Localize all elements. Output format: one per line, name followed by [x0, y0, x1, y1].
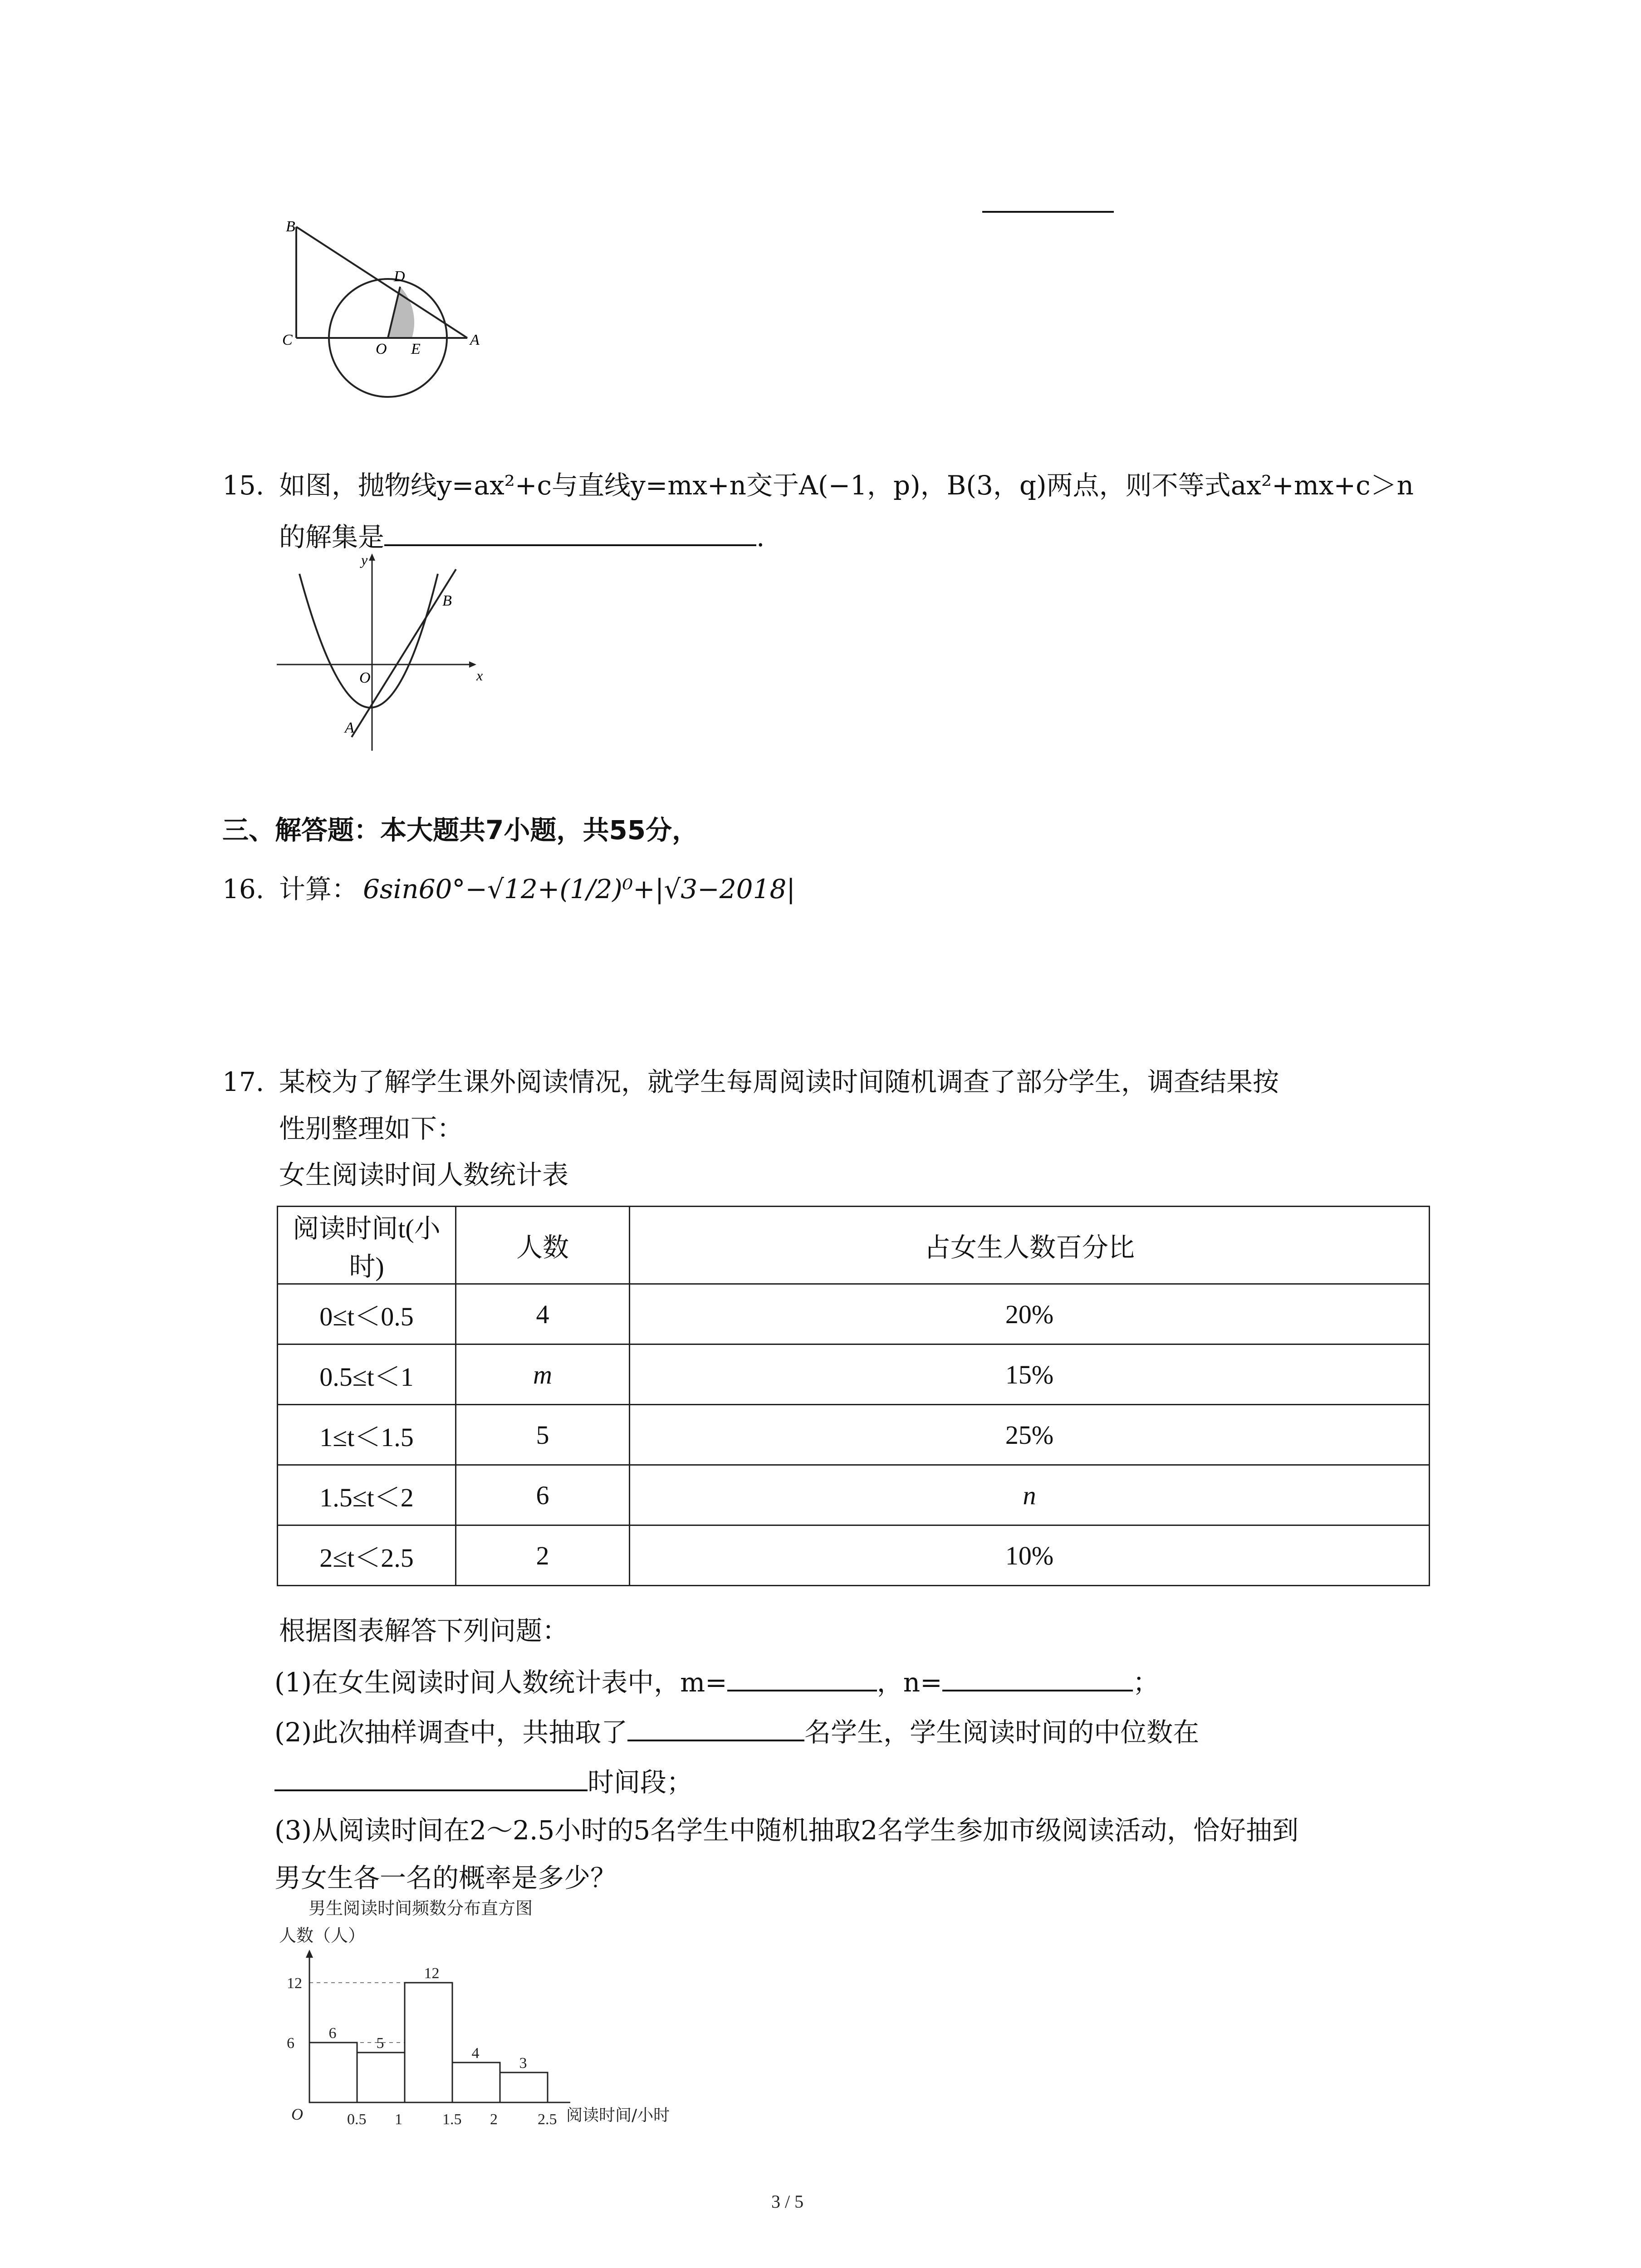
- section-heading: 三、解答题：本大题共7小题，共55分，: [222, 815, 699, 846]
- q17-part2-text-c: 时间段；: [588, 1767, 693, 1798]
- label-x: x: [476, 667, 483, 684]
- reading-time-table: [277, 1206, 1430, 1586]
- q15-text-line2: [279, 517, 764, 555]
- label-O: O: [376, 341, 387, 357]
- chart-title: 男生阅读时间频数分布直方图: [309, 1898, 533, 1918]
- bar-value-label: 12: [424, 1965, 440, 1982]
- label-O: O: [359, 670, 371, 686]
- table-cell: n: [630, 1465, 1430, 1525]
- bar-value-label: 3: [519, 2055, 527, 2072]
- table-cell: 0≤t＜0.5: [278, 1284, 456, 1344]
- histogram-bar: [405, 1983, 452, 2102]
- q17-part3-line1: (3)从阅读时间在2～2.5小时的5名学生中随机抽取2名学生参加市级阅读活动，恰好抽到: [274, 1815, 1299, 1846]
- total-answer-blank[interactable]: [627, 1712, 804, 1741]
- x-tick-label: 2: [490, 2111, 498, 2128]
- bar-value-label: 6: [328, 2025, 337, 2042]
- y-tick-label: 6: [287, 2035, 294, 2052]
- histogram-bar: [500, 2072, 548, 2102]
- q17-number: 17.: [222, 1066, 265, 1097]
- histogram-bar: [309, 2043, 357, 2102]
- q17-part1-text-b: ，n=: [877, 1667, 942, 1698]
- m-answer-blank[interactable]: [727, 1662, 877, 1691]
- n-answer-blank[interactable]: [942, 1662, 1133, 1691]
- table-header: 占女生人数百分比: [630, 1207, 1430, 1284]
- y-tick-label: 12: [287, 1975, 302, 1992]
- q17-part1: [274, 1662, 1159, 1701]
- table-cell: 20%: [630, 1284, 1430, 1344]
- label-B: B: [286, 218, 295, 235]
- table-row: [278, 1405, 1430, 1465]
- table-cell: 6: [456, 1465, 630, 1525]
- label-B: B: [442, 592, 452, 609]
- q15-prefix: 的解集是: [279, 522, 385, 552]
- q17-part2-cont: [274, 1762, 693, 1800]
- median-answer-blank[interactable]: [274, 1762, 588, 1791]
- table-row: [278, 1465, 1430, 1525]
- q17-part2-text-a: (2)此次抽样调查中，共抽取了: [274, 1717, 628, 1748]
- bar-value-label: 4: [471, 2045, 480, 2062]
- label-A: A: [470, 332, 480, 348]
- table-cell: 2: [456, 1525, 630, 1586]
- q16-number: 16.: [222, 874, 265, 904]
- histogram-bar: [452, 2063, 500, 2102]
- table-cell: 2≤t＜2.5: [278, 1525, 456, 1586]
- label-A: A: [345, 719, 354, 736]
- q15-number: 15.: [222, 470, 265, 501]
- table-cell: 25%: [630, 1405, 1430, 1465]
- bar-value-label: 5: [376, 2035, 384, 2052]
- q17-part1-text-c: ；: [1132, 1667, 1159, 1698]
- q15-text-line1: 如图，抛物线y=ax²+c与直线y=mx+n交于A(−1，p)，B(3，q)两点，则不等式ax²+mx+c＞n: [279, 470, 1414, 501]
- table-cell: 0.5≤t＜1: [278, 1344, 456, 1405]
- y-axis-label: 人数（人）: [279, 1926, 366, 1945]
- histogram-bar: [357, 2053, 405, 2102]
- q15-suffix: .: [756, 522, 765, 552]
- q17-line2: 性别整理如下：: [279, 1113, 464, 1144]
- table-cell: 1≤t＜1.5: [278, 1405, 456, 1465]
- q17-part2-text-b: 名学生，学生阅读时间的中位数在: [804, 1717, 1200, 1748]
- boys-reading-histogram: [272, 1896, 771, 2150]
- label-D: D: [394, 268, 405, 285]
- q17-part2: [274, 1712, 1199, 1750]
- q16-expression: 6sin60°−√12+(1/2)⁰+|√3−2018|: [363, 874, 795, 904]
- x-tick-label: 1.5: [442, 2111, 462, 2128]
- table-row: [278, 1525, 1430, 1586]
- x-tick-label: 2.5: [538, 2111, 557, 2128]
- table-header: 阅读时间t(小时): [278, 1207, 456, 1284]
- circle-triangle-figure: [272, 213, 508, 413]
- answer-blank-prev[interactable]: [982, 211, 1114, 213]
- q16-prefix: 计算：: [279, 874, 358, 904]
- parabola-line-figure: [272, 551, 499, 751]
- table-row: [278, 1344, 1430, 1405]
- y-axis-arrow: [306, 1950, 313, 1958]
- page-number: 3 / 5: [771, 2191, 804, 2212]
- table-row: [278, 1284, 1430, 1344]
- table-cell: 15%: [630, 1344, 1430, 1405]
- x-axis-label: 阅读时间/小时: [566, 2106, 670, 2125]
- q17-intro: 根据图表解答下列问题：: [279, 1615, 569, 1646]
- table-cell: 1.5≤t＜2: [278, 1465, 456, 1525]
- q15-answer-blank[interactable]: [384, 517, 756, 546]
- origin-label: O: [291, 2105, 303, 2123]
- table-cell: m: [456, 1344, 630, 1405]
- table-cell: 5: [456, 1405, 630, 1465]
- table-title: 女生阅读时间人数统计表: [279, 1159, 569, 1190]
- label-E: E: [411, 341, 421, 357]
- table-cell: 4: [456, 1284, 630, 1344]
- q17-part3-line2: 男女生各一名的概率是多少？: [274, 1862, 617, 1893]
- x-tick-label: 0.5: [347, 2111, 367, 2128]
- label-y: y: [361, 552, 368, 568]
- label-C: C: [282, 332, 293, 348]
- q17-line1: 某校为了解学生课外阅读情况，就学生每周阅读时间随机调查了部分学生，调查结果按: [279, 1066, 1279, 1097]
- table-header: 人数: [456, 1207, 630, 1284]
- table-cell: 10%: [630, 1525, 1430, 1586]
- table-header-row: [278, 1207, 1430, 1284]
- q17-part1-text-a: (1)在女生阅读时间人数统计表中，m=: [274, 1667, 727, 1698]
- x-tick-label: 1: [395, 2111, 402, 2128]
